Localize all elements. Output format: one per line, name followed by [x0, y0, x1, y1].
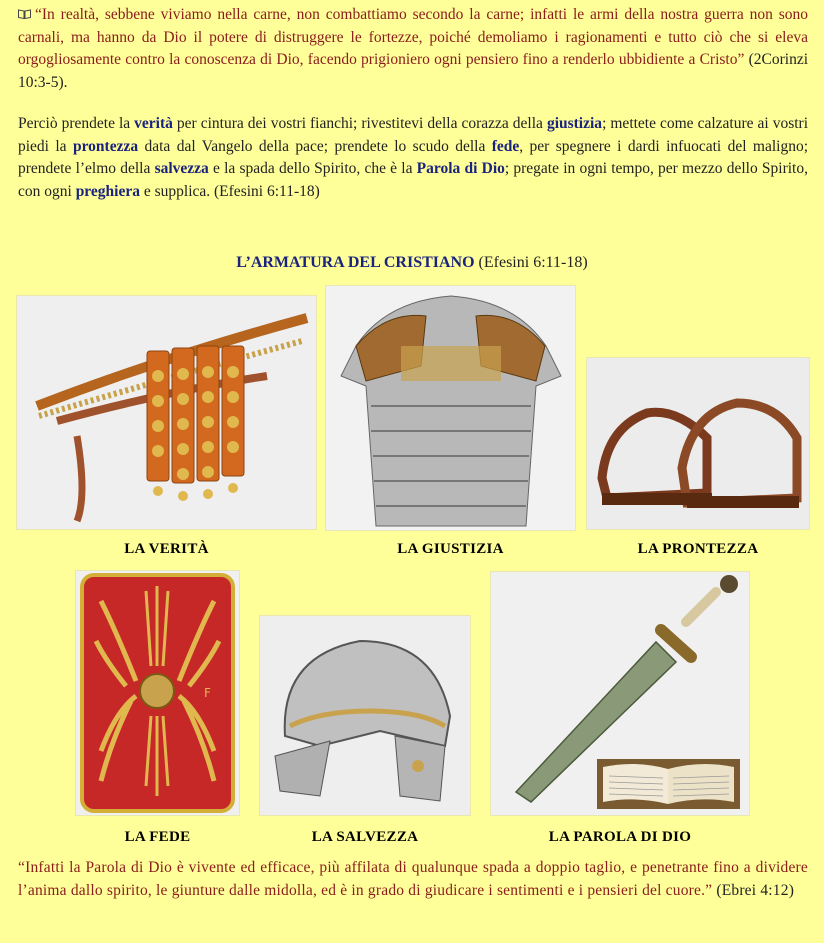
sandals-illustration	[587, 358, 809, 529]
keyword-parola-di-dio: Parola di Dio	[416, 160, 505, 177]
shield-illustration	[76, 571, 239, 815]
keyword-fede: fede	[491, 137, 520, 155]
sandals-image	[587, 358, 809, 529]
belt-illustration	[17, 296, 316, 529]
caption-belt: LA VERITÀ	[124, 541, 209, 557]
text-segment: ; pregate in ogni tempo, per mezzo dello Spirito, con ogni	[18, 160, 808, 200]
armor-paragraph	[18, 113, 808, 203]
intro-quote-text: “In realtà, sebbene viviamo nella carne, non combattiamo secondo la carne; infatti le armi della nostra guerra non sono carnali, ma hanno da Dio il potere di distruggere le fortezze, poiché demoliamo i ragionamenti e tutto ciò che si eleva orgogliosamente contro la conoscenza di Dio, facendo prigioniero ogni pensiero fino a renderlo ubbidiente a Cristo”	[18, 6, 808, 68]
shield-image	[76, 571, 239, 815]
text-segment: per cintura dei vostri fianchi; rivestitevi della corazza della	[172, 115, 547, 132]
text-segment: , per spegnere i dardi infuocati del maligno; prendete l’elmo della	[18, 137, 808, 177]
belt-image	[17, 296, 316, 529]
caption-armor: LA GIUSTIZIA	[397, 541, 504, 557]
intro-quote-ref: (2Corinzi 10:3-5).	[18, 51, 809, 91]
caption-sword: LA PAROLA DI DIO	[548, 829, 692, 845]
armor-illustration	[326, 286, 575, 530]
helmet-illustration	[260, 616, 470, 815]
text-segment: ; mettete come calzature ai vostri piedi la	[18, 115, 809, 155]
sword-illustration	[491, 572, 749, 815]
caption-shield: LA FEDE	[124, 829, 191, 845]
shield-letter: F	[204, 686, 211, 700]
armor-image	[326, 286, 575, 530]
section-heading	[0, 254, 824, 272]
text-segment: e la spada dello Spirito, che è la	[208, 160, 417, 177]
closing-quote-text: “Infatti la Parola di Dio è vivente ed efficace, più affilata di qualunque spada a doppio taglio, e penetrante fino a dividere l’anima dallo spirito, le giunture dalle midolla, ed è in grado di giudicare i sentimenti e i pensieri del cuore.”	[18, 859, 808, 899]
sword-image	[491, 572, 749, 815]
text-segment: data dal Vangelo della pace; prendete lo scudo della	[138, 137, 492, 155]
intro-quote	[18, 4, 808, 94]
caption-helmet: LA SALVEZZA	[311, 829, 419, 845]
closing-quote	[18, 857, 808, 902]
text-segment: Perciò prendete la	[18, 115, 135, 132]
caption-sandals: LA PRONTEZZA	[637, 541, 759, 557]
keyword-giustizia: giustizia	[546, 115, 603, 132]
keyword-prontezza: prontezza	[72, 137, 139, 155]
keyword-verita: verità	[134, 115, 173, 132]
keyword-preghiera: preghiera	[75, 182, 140, 200]
text-segment: e supplica. (Efesini 6:11-18)	[139, 182, 320, 200]
closing-quote-ref: (Ebrei 4:12)	[712, 881, 795, 899]
book-icon	[18, 9, 31, 19]
helmet-image	[260, 616, 470, 815]
heading-ref: (Efesini 6:11-18)	[478, 254, 588, 271]
keyword-salvezza: salvezza	[154, 160, 209, 177]
heading-title: L’ARMATURA DEL CRISTIANO	[236, 254, 475, 271]
